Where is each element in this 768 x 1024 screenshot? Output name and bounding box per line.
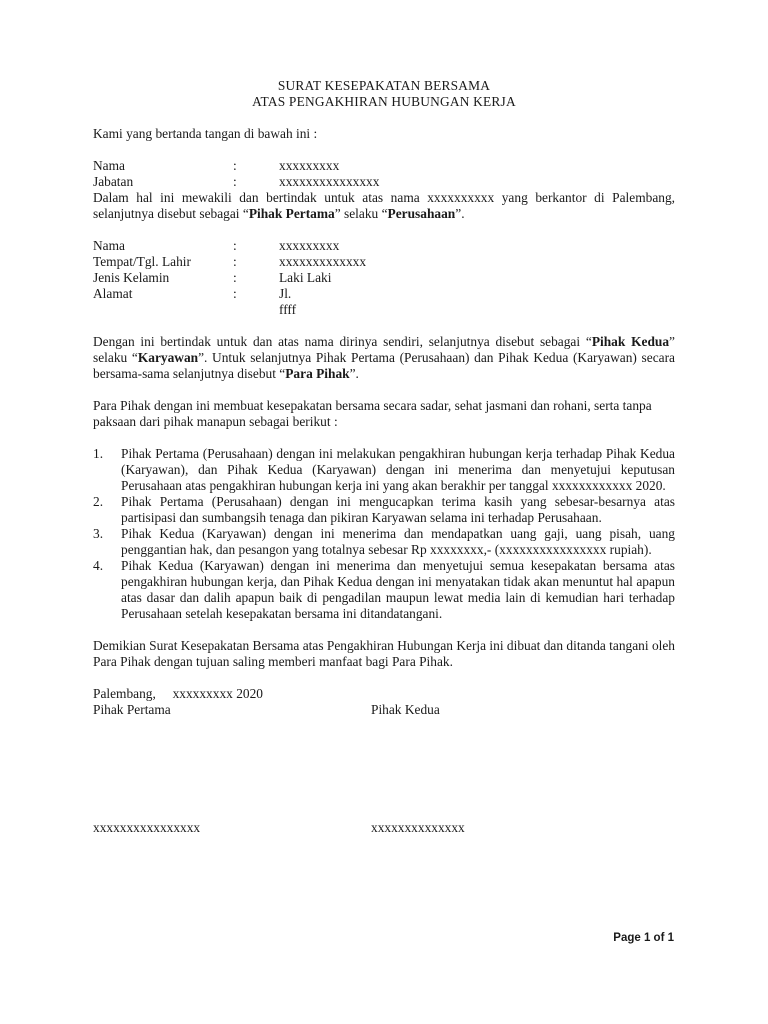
- party2-fields: [93, 238, 675, 318]
- signature-names: [93, 820, 675, 836]
- party1-role: Perusahaan: [387, 206, 456, 221]
- intro-text: Kami yang bertanda tangan di bawah ini :: [93, 126, 318, 141]
- clause-text: Pihak Kedua (Karyawan) dengan ini menerima dan menyetujui semua kesepakatan bersama atas pengakhiran hubungan kerja, dan Pihak Kedua dengan ini menyatakan tidak akan menuntut hal apapun atas dasar dan dalih apapun baik di pengadilan maupun lewat media lain di kemudian hari terhadap Perusahaan setelah kesepakatan bersama ini ditandatangani.: [121, 558, 675, 621]
- clause-number: 1.: [93, 446, 104, 461]
- field-colon-spacer: [233, 302, 279, 318]
- field-colon: :: [233, 238, 237, 253]
- text-segment: ” selaku “: [93, 334, 675, 365]
- field-label: Alamat: [93, 286, 133, 301]
- party1-description: [93, 190, 675, 222]
- party2-term: Pihak Kedua: [591, 334, 670, 349]
- clause-number: 2.: [93, 494, 104, 509]
- party2-field-birth: [93, 254, 675, 270]
- field-value: ffff: [279, 302, 297, 317]
- field-label: Nama: [93, 158, 125, 173]
- page-number: Page 1 of 1: [613, 932, 674, 944]
- party1-term: Pihak Pertama: [248, 206, 335, 221]
- field-label: [93, 302, 233, 318]
- clause-number: 3.: [93, 526, 104, 541]
- text-segment: ”. Untuk selanjutnya Pihak Pertama (Perusahaan) dan Pihak Kedua (Karyawan) secara bersama-sama selanjutnya disebut “: [93, 350, 675, 381]
- field-value: xxxxxxxxxxxxxxx: [279, 174, 380, 189]
- parties-term: Para Pihak: [285, 366, 350, 381]
- field-value: xxxxxxxxx: [279, 158, 340, 173]
- text-segment: Dalam hal ini mewakili dan bertindak untuk atas nama xxxxxxxxxx yang berkantor di Palembang, selanjutnya disebut sebagai “: [93, 190, 675, 221]
- clause-text: Pihak Kedua (Karyawan) dengan ini menerima dan mendapatkan uang gaji, uang pisah, uang penggantian hak, dan pesangon yang totalnya sebesar Rp xxxxxxxx,- (xxxxxxxxxxxxxxxx rupiah).: [121, 526, 675, 557]
- clause-item: [93, 494, 675, 526]
- text-segment: ” selaku “: [334, 206, 388, 221]
- field-value: Laki Laki: [279, 270, 332, 285]
- clause-number: 4.: [93, 558, 104, 573]
- field-colon: :: [233, 254, 237, 269]
- left-signatory-name: xxxxxxxxxxxxxxxx: [93, 820, 201, 835]
- party1-fields: [93, 158, 675, 190]
- document-title: [93, 78, 675, 110]
- field-colon: :: [233, 158, 237, 173]
- party1-field-position: [93, 174, 675, 190]
- title-line-2: ATAS PENGAKHIRAN HUBUNGAN KERJA: [252, 94, 516, 109]
- agreement-intro: Para Pihak dengan ini membuat kesepakatan bersama secara sadar, sehat jasmani dan rohani, serta tanpa paksaan dari pihak manapun sebagai berikut :: [93, 398, 652, 429]
- right-signatory-label: Pihak Kedua: [371, 702, 440, 717]
- place-date: Palembang, xxxxxxxxx 2020: [93, 686, 263, 701]
- party2-field-gender: [93, 270, 675, 286]
- field-label: Jabatan: [93, 174, 134, 189]
- party2-field-address-cont: [93, 302, 675, 318]
- title-line-1: SURAT KESEPAKATAN BERSAMA: [277, 78, 491, 93]
- clause-item: [93, 526, 675, 558]
- field-value: xxxxxxxxxxxxx: [279, 254, 367, 269]
- party2-field-name: [93, 238, 675, 254]
- field-label: Nama: [93, 238, 125, 253]
- field-colon: :: [233, 270, 237, 285]
- clause-text: Pihak Pertama (Perusahaan) dengan ini mengucapkan terima kasih yang sebesar-besarnya atas partisipasi dan sumbangsih tenaga dan pikiran Karyawan selama ini terhadap Perusahaan.: [121, 494, 675, 525]
- clause-item: [93, 446, 675, 494]
- clause-list: [93, 446, 675, 622]
- closing-text: Demikian Surat Kesepakatan Bersama atas Pengakhiran Hubungan Kerja ini dibuat dan ditanda tangani oleh Para Pihak dengan tujuan saling memberi manfaat bagi Para Pihak.: [93, 638, 675, 669]
- party2-role: Karyawan: [137, 350, 199, 365]
- party2-field-address: [93, 286, 675, 302]
- field-colon: :: [233, 286, 237, 301]
- left-signatory-label: Pihak Pertama: [93, 702, 171, 717]
- clause-item: [93, 558, 675, 622]
- field-value: Jl.: [279, 286, 292, 301]
- field-value: xxxxxxxxx: [279, 238, 340, 253]
- text-segment: ”.: [349, 366, 359, 381]
- clause-text: Pihak Pertama (Perusahaan) dengan ini melakukan pengakhiran hubungan kerja terhadap Pihak Kedua (Karyawan), dan Pihak Kedua (Karyawan) dengan ini menerima dan menyetujui keputusan Perusahaan atas pengakhiran hubungan kerja ini yang akan berakhir per tanggal xxxxxxxxxxxx 2020.: [121, 446, 675, 493]
- field-label: Tempat/Tgl. Lahir: [93, 254, 191, 269]
- text-segment: ”.: [455, 206, 465, 221]
- text-segment: Dengan ini bertindak untuk dan atas nama dirinya sendiri, selanjutnya disebut sebagai “: [93, 334, 592, 349]
- signature-labels: [93, 702, 675, 718]
- party2-description: [93, 334, 675, 382]
- field-colon: :: [233, 174, 237, 189]
- field-label: Jenis Kelamin: [93, 270, 170, 285]
- right-signatory-name: xxxxxxxxxxxxxx: [371, 820, 465, 835]
- party1-field-name: [93, 158, 675, 174]
- document-body: [93, 78, 675, 718]
